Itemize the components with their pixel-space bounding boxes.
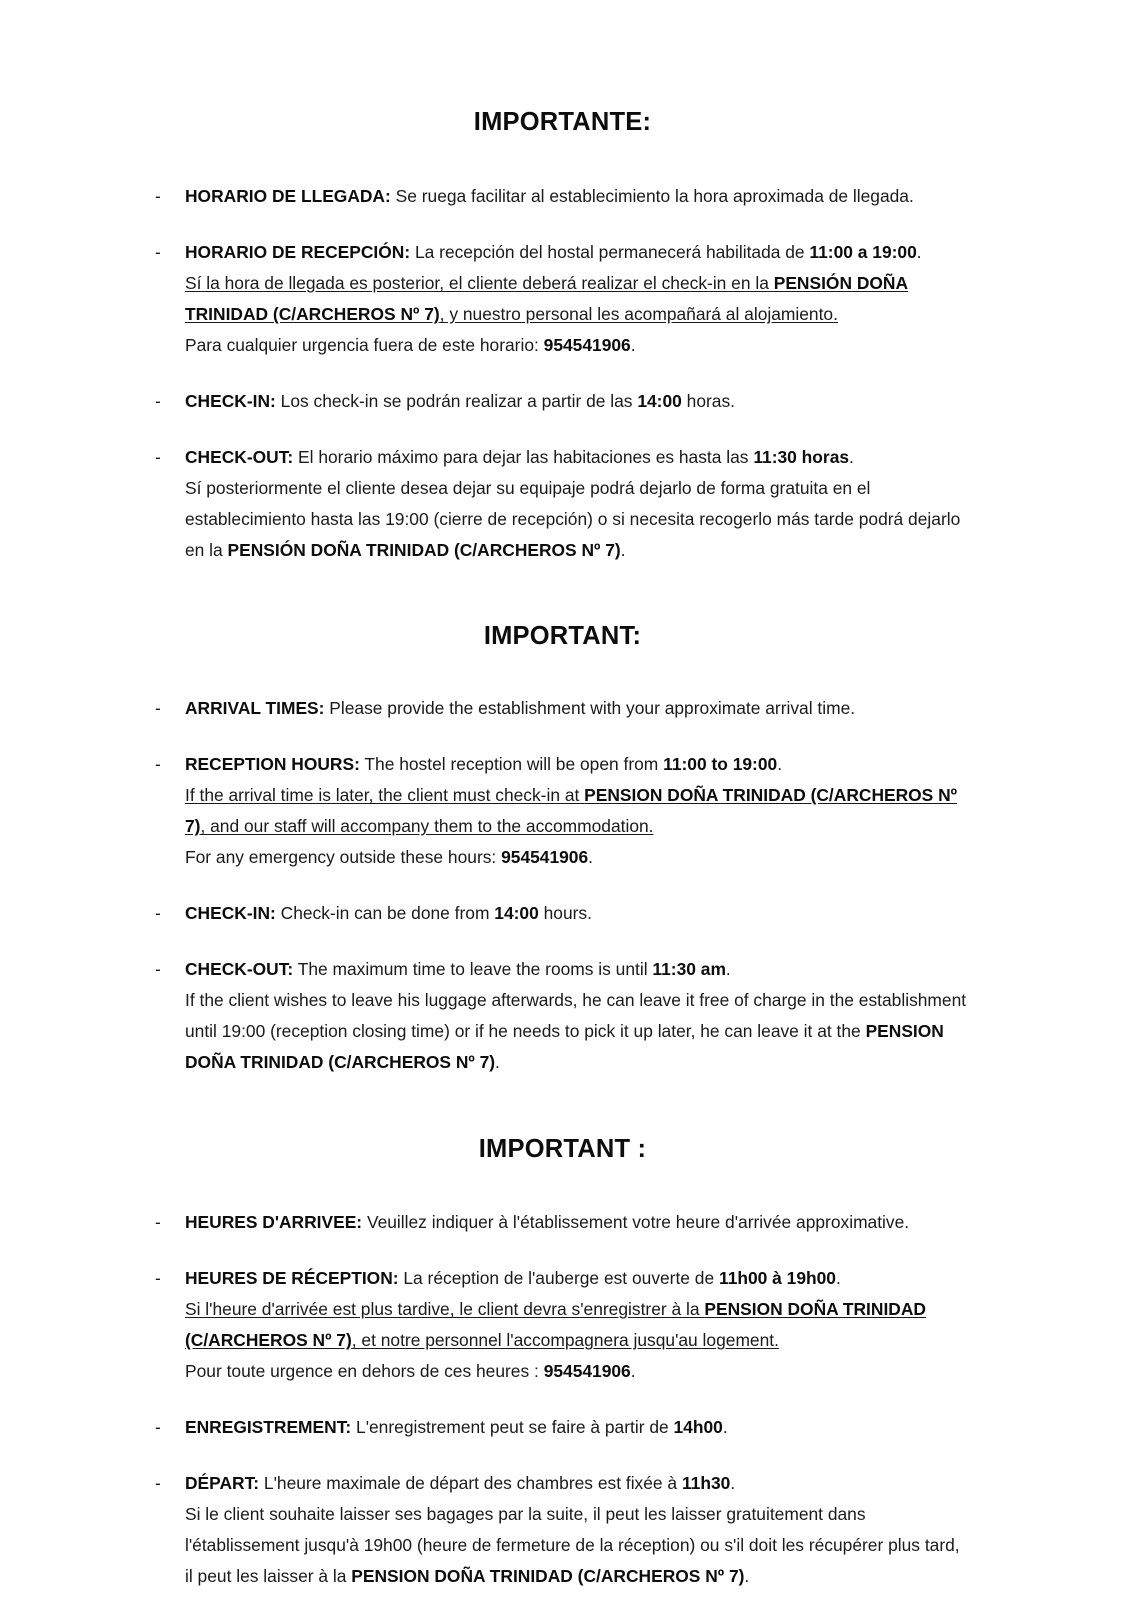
checkout-post: . — [725, 959, 731, 979]
bullet-label: CHECK-OUT: — [185, 447, 294, 467]
emergency-phone: 954541906 — [543, 1361, 631, 1381]
luggage-note: Si le client souhaite laisser ses bagages par la suite, il peut les laisser gratuitement dans l'établissement jusqu'à 19h00 (heure de fermeture de la réception) ou s'il doit les récupérer plus tard, il peut les laisser à la — [185, 1504, 960, 1586]
bullet-marker: - — [155, 754, 161, 774]
emergency-phone: 954541906 — [543, 335, 631, 355]
checkin-time: 14:00 — [637, 391, 682, 411]
bullet-marker: - — [155, 1473, 161, 1493]
section-spanish — [155, 108, 970, 566]
bullet-check-out — [155, 954, 970, 1078]
reception-time-range: 11h00 à 19h00 — [718, 1268, 836, 1288]
bullet-marker: - — [155, 1417, 161, 1437]
bullet-marker: - — [155, 242, 161, 262]
period: . — [835, 1268, 841, 1288]
bullet-text: La recepción del hostal permanecerá habilitada de — [410, 242, 810, 262]
checkin-time: 14:00 — [494, 903, 539, 923]
bullet-body — [185, 181, 970, 212]
checkout-time: 11h30 — [681, 1473, 731, 1493]
late-arrival-note — [185, 785, 957, 836]
section-heading-english: IMPORTANT: — [483, 622, 642, 650]
bullet-text: Please provide the establishment with your approximate arrival time. — [324, 698, 856, 718]
bullet-check-in — [155, 898, 970, 929]
bullet-list-french — [155, 1207, 970, 1592]
pension-address: PENSION DOÑA TRINIDAD (C/ARCHEROS Nº 7) — [185, 785, 958, 836]
bullet-text: La réception de l'auberge est ouverte de — [398, 1268, 719, 1288]
checkin-post: hours. — [538, 903, 592, 923]
bullet-body — [185, 386, 970, 417]
section-heading-french: IMPORTANT : — [478, 1135, 647, 1163]
bullet-marker: - — [155, 186, 161, 206]
bullet-heures-d-arrivee — [155, 1207, 970, 1238]
bullet-label: CHECK-OUT: — [185, 959, 294, 979]
pension-address: PENSION DOÑA TRINIDAD (C/ARCHEROS Nº 7) — [351, 1566, 745, 1586]
bullet-marker: - — [155, 959, 161, 979]
checkout-post: . — [730, 1473, 736, 1493]
bullet-label: CHECK-IN: — [185, 391, 276, 411]
bullet-body — [185, 693, 970, 724]
emergency-post: . — [630, 1361, 636, 1381]
emergency-post: . — [588, 847, 593, 867]
bullet-marker: - — [155, 698, 161, 718]
bullet-label: HEURES D'ARRIVEE: — [185, 1212, 363, 1232]
section-heading-spanish: IMPORTANTE: — [473, 108, 652, 136]
bullet-marker: - — [155, 903, 161, 923]
checkin-time: 14h00 — [673, 1417, 723, 1437]
bullet-label: HORARIO DE LLEGADA: — [185, 186, 391, 206]
checkout-pre: El horario máximo para dejar las habitaciones es hasta las — [293, 447, 754, 467]
luggage-note-post: . — [495, 1052, 500, 1072]
checkin-pre: Check-in can be done from — [275, 903, 495, 923]
bullet-marker: - — [155, 1212, 161, 1232]
reception-time-range: 11:00 a 19:00 — [809, 242, 917, 262]
late-arrival-post: , et notre personnel l'accompagnera jusqu'au logement. — [351, 1330, 779, 1350]
bullet-reception-hours — [155, 749, 970, 873]
emergency-pre: Pour toute urgence en dehors de ces heures : — [185, 1361, 544, 1381]
emergency-post: . — [630, 335, 636, 355]
pension-address: PENSIÓN DOÑA TRINIDAD (C/ARCHEROS Nº 7) — [185, 273, 909, 324]
bullet-body — [185, 898, 970, 929]
bullet-marker: - — [155, 391, 161, 411]
late-arrival-post: , y nuestro personal les acompañará al alojamiento. — [439, 304, 838, 324]
late-arrival-pre: Sí la hora de llegada es posterior, el cliente deberá realizar el check-in en la — [185, 273, 774, 293]
pension-address: PENSION DOÑA TRINIDAD (C/ARCHEROS Nº 7) — [185, 1021, 944, 1072]
bullet-text: Veuillez indiquer à l'établissement votre heure d'arrivée approximative. — [362, 1212, 910, 1232]
bullet-label: ENREGISTREMENT: — [185, 1417, 352, 1437]
bullet-check-in — [155, 386, 970, 417]
pension-address: PENSION DOÑA TRINIDAD (C/ARCHEROS Nº 7) — [185, 1299, 926, 1350]
checkin-pre: Los check-in se podrán realizar a partir de las — [275, 391, 638, 411]
checkout-pre: L'heure maximale de départ des chambres est fixée à — [259, 1473, 682, 1493]
bullet-list-english — [155, 693, 970, 1078]
bullet-list-spanish — [155, 181, 970, 566]
bullet-label: HEURES DE RÉCEPTION: — [185, 1268, 399, 1288]
checkout-pre: The maximum time to leave the rooms is until — [293, 959, 653, 979]
checkin-pre: L'enregistrement peut se faire à partir de — [351, 1417, 674, 1437]
luggage-note-post: . — [620, 540, 626, 560]
bullet-horario-de-recepcion — [155, 237, 970, 361]
period: . — [777, 754, 783, 774]
bullet-text: The hostel reception will be open from — [359, 754, 664, 774]
bullet-text: Se ruega facilitar al establecimiento la hora aproximada de llegada. — [390, 186, 914, 206]
bullet-label: RECEPTION HOURS: — [185, 754, 360, 774]
bullet-depart — [155, 1468, 970, 1592]
bullet-body — [185, 749, 970, 873]
luggage-note: If the client wishes to leave his luggage afterwards, he can leave it free of charge in the establishment until 19:00 (reception closing time) or if he needs to pick it up later, he can leave it at the — [185, 990, 967, 1041]
bullet-body — [185, 442, 970, 566]
emergency-phone: 954541906 — [501, 847, 589, 867]
bullet-heures-de-reception — [155, 1263, 970, 1387]
checkout-time: 11:30 horas — [753, 447, 850, 467]
checkout-time: 11:30 am — [652, 959, 726, 979]
bullet-label: CHECK-IN: — [185, 903, 276, 923]
late-arrival-note — [185, 273, 908, 324]
bullet-marker: - — [155, 447, 161, 467]
reception-time-range: 11:00 to 19:00 — [663, 754, 778, 774]
bullet-check-out — [155, 442, 970, 566]
bullet-body — [185, 1207, 970, 1238]
bullet-label: ARRIVAL TIMES: — [185, 698, 325, 718]
checkin-post: horas. — [681, 391, 735, 411]
bullet-body — [185, 1468, 970, 1592]
luggage-note: Sí posteriormente el cliente desea dejar su equipaje podrá dejarlo de forma gratuita en el establecimiento hasta las 19:00 (cierre de recepción) o si necesita recogerlo más tarde podrá dejarlo en la — [185, 478, 961, 560]
late-arrival-pre: Si l'heure d'arrivée est plus tardive, le client devra s'enregistrer à la — [185, 1299, 705, 1319]
emergency-pre: For any emergency outside these hours: — [185, 847, 502, 867]
bullet-horario-de-llegada — [155, 181, 970, 212]
late-arrival-post: , and our staff will accompany them to the accommodation. — [200, 816, 654, 836]
bullet-enregistrement — [155, 1412, 970, 1443]
bullet-body — [185, 954, 970, 1078]
bullet-body — [185, 1412, 970, 1443]
late-arrival-pre: If the arrival time is later, the client must check-in at — [185, 785, 585, 805]
pension-address: PENSIÓN DOÑA TRINIDAD (C/ARCHEROS Nº 7) — [227, 540, 621, 560]
bullet-arrival-times — [155, 693, 970, 724]
bullet-label: HORARIO DE RECEPCIÓN: — [185, 242, 411, 262]
emergency-pre: Para cualquier urgencia fuera de este horario: — [185, 335, 544, 355]
section-french — [155, 1135, 970, 1592]
checkin-post: . — [722, 1417, 728, 1437]
bullet-body — [185, 237, 970, 361]
bullet-marker: - — [155, 1268, 161, 1288]
luggage-note-post: . — [744, 1566, 750, 1586]
bullet-body — [185, 1263, 970, 1387]
section-english — [155, 622, 970, 1078]
period: . — [916, 242, 922, 262]
checkout-post: . — [849, 447, 854, 467]
late-arrival-note — [185, 1299, 926, 1350]
bullet-label: DÉPART: — [185, 1473, 260, 1493]
